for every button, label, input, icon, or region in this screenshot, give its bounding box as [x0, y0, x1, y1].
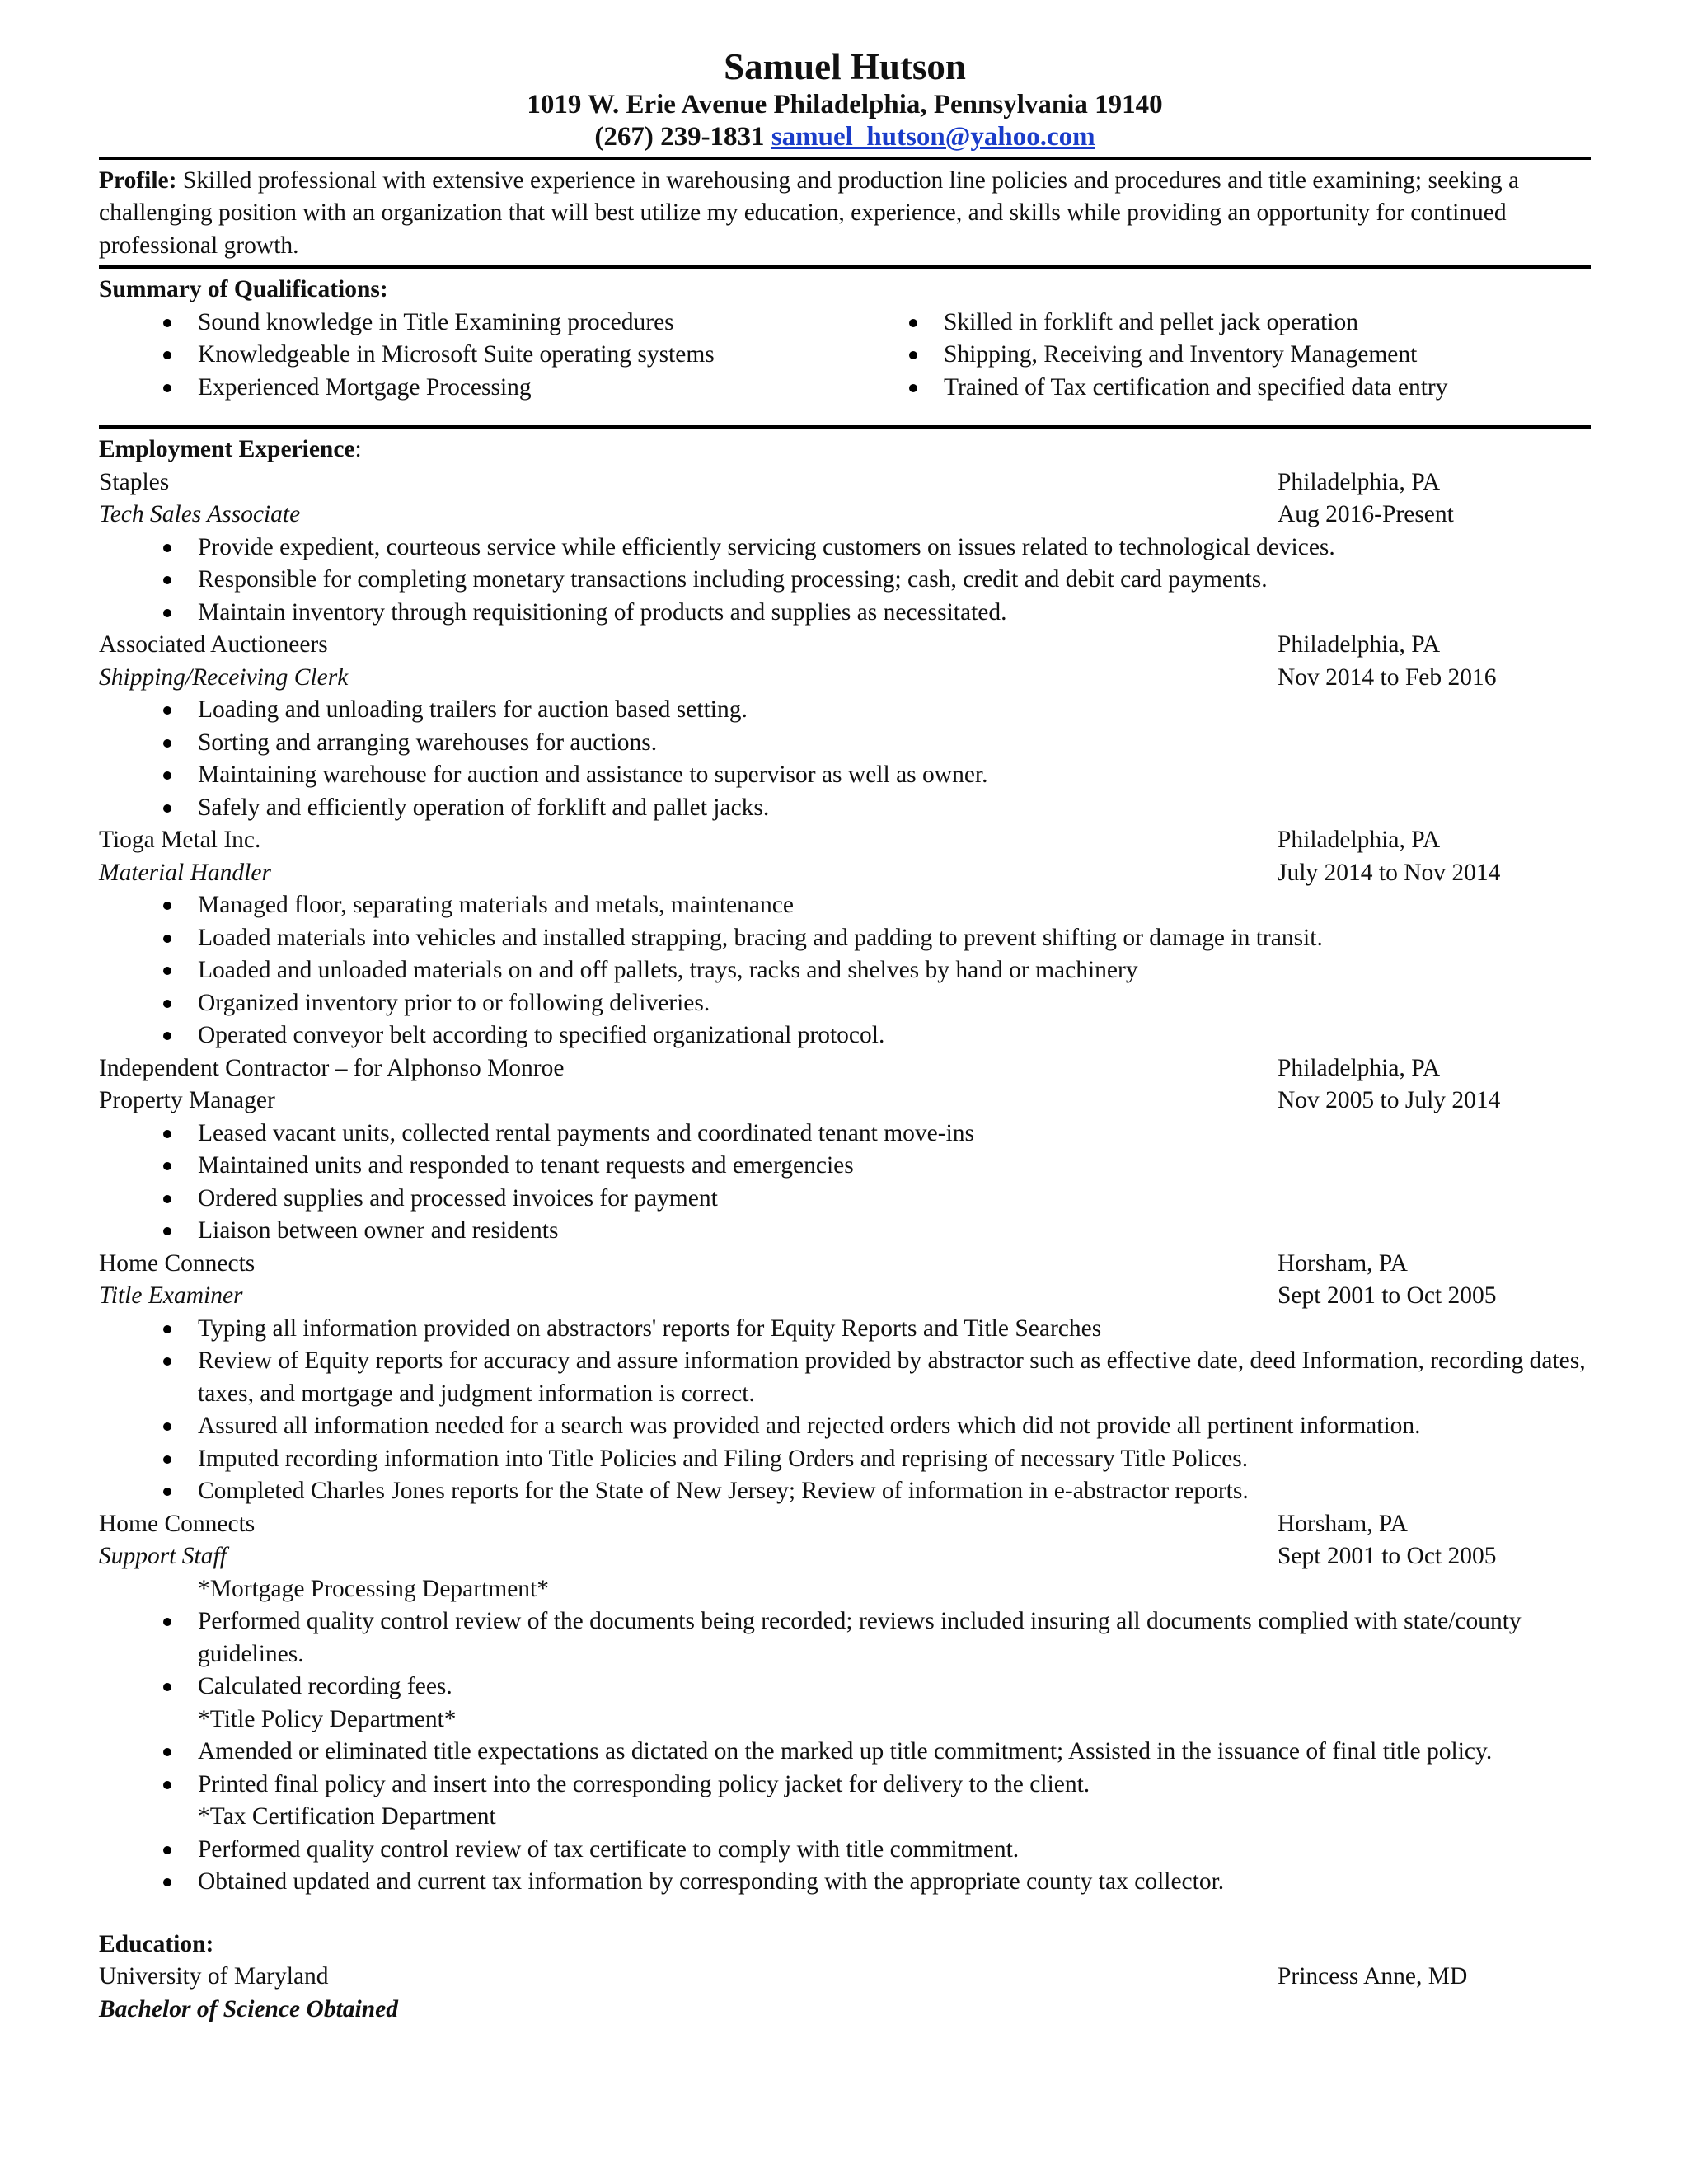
job-company: Independent Contractor – for Alphonso Monroe — [99, 1054, 565, 1081]
job-row — [99, 1248, 1591, 1281]
duty-item: Maintain inventory through requisitioning of products and supplies as necessitated. — [99, 597, 1591, 630]
qualifications-right — [845, 307, 1591, 405]
duty-item: Printed final policy and insert into the corresponding policy jacket for delivery to the client. — [99, 1769, 1591, 1802]
job-dates: July 2014 to Nov 2014 — [1278, 859, 1501, 886]
employment-heading: Employment Experience: — [99, 436, 362, 463]
employment-label: Employment Experience — [99, 436, 355, 463]
job-title: Support Staff — [99, 1543, 227, 1570]
job-entry — [99, 1052, 1591, 1248]
job-row — [99, 1085, 1591, 1118]
job-entry — [99, 824, 1591, 1052]
duty-item: Completed Charles Jones reports for the State of New Jersey; Review of information in e-abstractor reports. — [99, 1475, 1591, 1508]
job-location: Horsham, PA — [1278, 1510, 1408, 1537]
duty-item: Loaded materials into vehicles and installed strapping, bracing and padding to prevent shifting or damage in transit. — [99, 922, 1591, 955]
job-entry — [99, 629, 1591, 824]
duty-item: Managed floor, separating materials and metals, maintenance — [99, 889, 1591, 922]
job-duties — [99, 1605, 1591, 1704]
job-dates: Sept 2001 to Oct 2005 — [1278, 1543, 1497, 1570]
job-duties — [99, 694, 1591, 824]
degree: Bachelor of Science Obtained — [99, 1995, 398, 2022]
duty-item: Provide expedient, courteous service while efficiently servicing customers on issues related to technological devices. — [99, 532, 1591, 565]
duty-item: Loaded and unloaded materials on and off pallets, trays, racks and shelves by hand or machinery — [99, 954, 1591, 987]
job-dates: Aug 2016-Present — [1278, 501, 1454, 528]
job-title: Property Manager — [99, 1087, 275, 1114]
job-row — [99, 1508, 1591, 1541]
job-dates: Nov 2014 to Feb 2016 — [1278, 663, 1497, 691]
qualification-item: Experienced Mortgage Processing — [99, 372, 845, 405]
job-row — [99, 1052, 1591, 1085]
duty-item: Calculated recording fees. — [99, 1671, 1591, 1704]
divider — [99, 157, 1591, 160]
duty-item: Assured all information needed for a search was provided and rejected orders which did not provide all pertinent information. — [99, 1410, 1591, 1443]
job-row — [99, 499, 1591, 532]
profile-text: Skilled professional with extensive experience in warehousing and production line policies and procedures and title examining; seeking a challenging position with an organization that will best utilize my education, experience, and skills while providing an opportunity for continued professional growth. — [99, 166, 1520, 259]
profile-label: Profile: — [99, 166, 177, 194]
duty-item: Responsible for completing monetary transactions including processing; cash, credit and debit card payments. — [99, 564, 1591, 597]
job-company: Home Connects — [99, 1249, 256, 1277]
job-duties — [99, 1736, 1591, 1801]
job-dates: Sept 2001 to Oct 2005 — [1278, 1282, 1497, 1310]
duty-item: Maintaining warehouse for auction and assistance to supervisor as well as owner. — [99, 759, 1591, 792]
divider — [99, 265, 1591, 269]
duty-item: Operated conveyor belt according to specified organizational protocol. — [99, 1019, 1591, 1052]
duty-item: Performed quality control review of the documents being recorded; reviews included insuring all documents complied with state/county guidelines. — [99, 1605, 1591, 1671]
resume-page — [99, 45, 1591, 2026]
resume-header — [99, 45, 1591, 153]
job-row — [99, 466, 1591, 499]
duty-item: Leased vacant units, collected rental payments and coordinated tenant move-ins — [99, 1118, 1591, 1151]
qualification-item: Trained of Tax certification and specified data entry — [845, 372, 1591, 405]
job-duties — [99, 1118, 1591, 1248]
employment-list — [99, 466, 1591, 1899]
profile-section — [99, 165, 1591, 263]
divider — [99, 425, 1591, 429]
job-duties — [99, 889, 1591, 1052]
candidate-name: Samuel Hutson — [724, 46, 966, 87]
phone: (267) 239-1831 — [594, 122, 765, 152]
education-heading: Education: — [99, 1930, 214, 1957]
department-note: *Mortgage Processing Department* — [198, 1575, 550, 1602]
job-company: Staples — [99, 468, 170, 495]
department-note: *Tax Certification Department — [198, 1803, 496, 1830]
job-title: Title Examiner — [99, 1282, 243, 1310]
job-company: Home Connects — [99, 1510, 256, 1537]
duty-item: Performed quality control review of tax certificate to comply with title commitment. — [99, 1834, 1591, 1867]
job-title: Material Handler — [99, 859, 271, 886]
duty-item: Obtained updated and current tax information by corresponding with the appropriate county tax collector. — [99, 1866, 1591, 1899]
duty-item: Organized inventory prior to or following deliveries. — [99, 987, 1591, 1020]
qualifications-left — [99, 307, 845, 405]
job-duties — [99, 532, 1591, 630]
qualifications-heading: Summary of Qualifications: — [99, 276, 388, 303]
job-location: Philadelphia, PA — [1278, 1054, 1441, 1081]
education-row — [99, 1961, 1591, 1994]
job-row — [99, 629, 1591, 662]
duty-item: Imputed recording information into Title Policies and Filing Orders and reprising of necessary Title Polices. — [99, 1443, 1591, 1476]
qualification-item: Shipping, Receiving and Inventory Management — [845, 339, 1591, 372]
school: University of Maryland — [99, 1963, 329, 1990]
job-location: Philadelphia, PA — [1278, 827, 1441, 854]
duty-item: Ordered supplies and processed invoices for payment — [99, 1183, 1591, 1216]
job-row — [99, 1280, 1591, 1313]
job-title: Tech Sales Associate — [99, 501, 301, 528]
qualification-item: Skilled in forklift and pellet jack operation — [845, 307, 1591, 340]
email-link[interactable]: samuel_hutson@yahoo.com — [771, 122, 1095, 152]
job-location: Philadelphia, PA — [1278, 468, 1441, 495]
job-title: Shipping/Receiving Clerk — [99, 663, 349, 691]
job-entry — [99, 1508, 1591, 1899]
job-duties — [99, 1313, 1591, 1508]
job-row — [99, 824, 1591, 857]
duty-item: Maintained units and responded to tenant requests and emergencies — [99, 1150, 1591, 1183]
job-dates: Nov 2005 to July 2014 — [1278, 1087, 1501, 1114]
job-entry — [99, 466, 1591, 630]
duty-item: Typing all information provided on abstractors' reports for Equity Reports and Title Searches — [99, 1313, 1591, 1346]
duty-item: Liaison between owner and residents — [99, 1215, 1591, 1248]
duty-item: Amended or eliminated title expectations as dictated on the marked up title commitment; Assisted in the issuance of final title policy. — [99, 1736, 1591, 1769]
job-location: Philadelphia, PA — [1278, 631, 1441, 658]
duty-item: Safely and efficiently operation of forklift and pallet jacks. — [99, 792, 1591, 825]
job-location: Horsham, PA — [1278, 1249, 1408, 1277]
school-location: Princess Anne, MD — [1278, 1963, 1468, 1990]
job-company: Associated Auctioneers — [99, 631, 328, 658]
job-entry — [99, 1248, 1591, 1508]
qualifications-list — [99, 307, 1591, 405]
address: 1019 W. Erie Avenue Philadelphia, Pennsylvania 19140 — [527, 90, 1163, 120]
department-note: *Title Policy Department* — [198, 1705, 457, 1732]
job-duties — [99, 1834, 1591, 1899]
qualification-item: Knowledgeable in Microsoft Suite operating systems — [99, 339, 845, 372]
contact-line — [99, 121, 1591, 153]
qualification-item: Sound knowledge in Title Examining procedures — [99, 307, 845, 340]
job-company: Tioga Metal Inc. — [99, 827, 261, 854]
job-row — [99, 1540, 1591, 1573]
duty-item: Review of Equity reports for accuracy and assure information provided by abstractor such as effective date, deed Information, recording dates, taxes, and mortgage and judgment information is correct. — [99, 1345, 1591, 1410]
job-row — [99, 662, 1591, 695]
duty-item: Sorting and arranging warehouses for auctions. — [99, 727, 1591, 760]
duty-item: Loading and unloading trailers for auction based setting. — [99, 694, 1591, 727]
job-row — [99, 857, 1591, 890]
